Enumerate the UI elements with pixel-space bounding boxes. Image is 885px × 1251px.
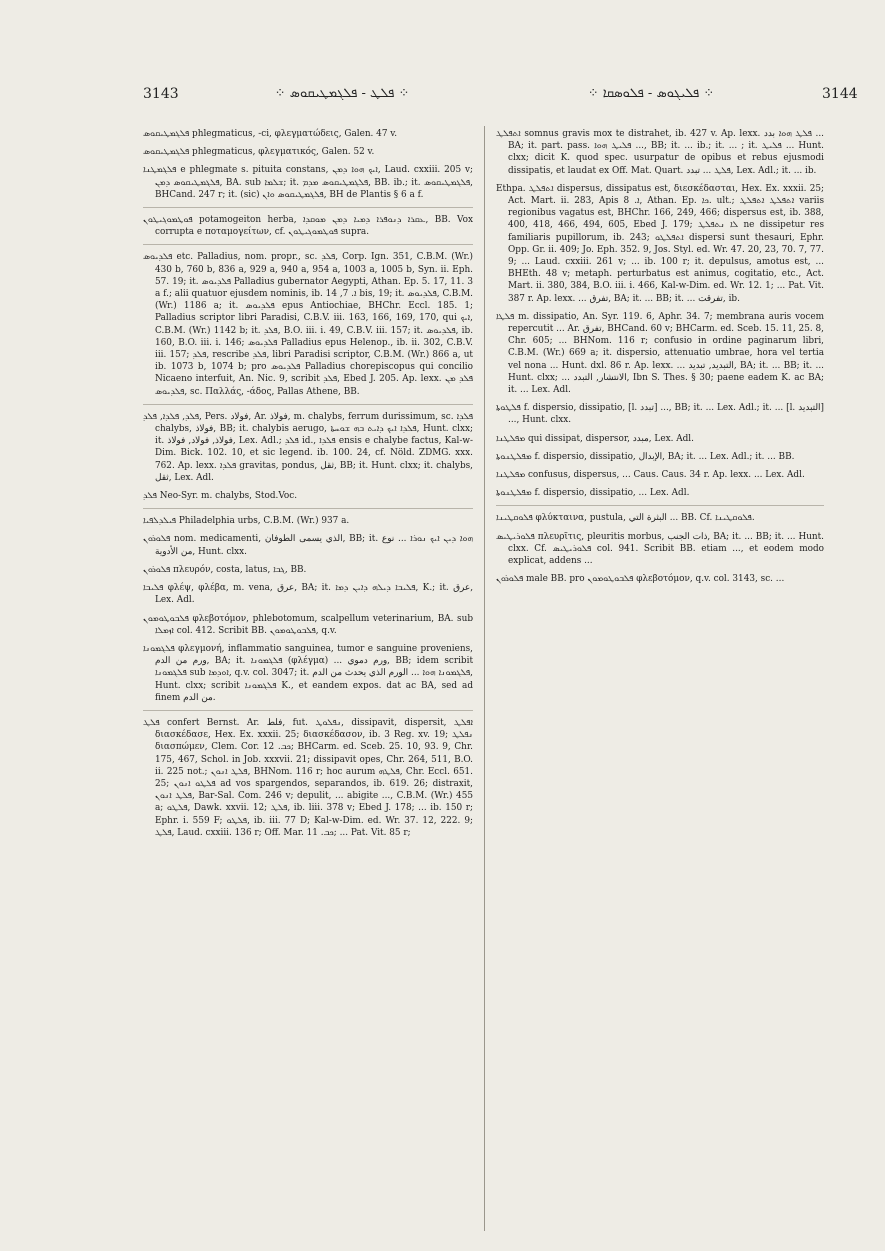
entry-text: ܦܠܓܡܛܝܩܘܣ phlegmaticus, φλεγματικός, Galen. 52 v. — [143, 147, 375, 158]
entry-text: ܦܝܠܕܠܦܝܐ Philadelphia urbs, C.B.M. (Wr.) 937 a. — [143, 516, 350, 527]
entry — [496, 573, 824, 585]
entry — [496, 512, 824, 524]
section-divider — [143, 508, 473, 509]
entry — [143, 214, 473, 238]
section-divider — [143, 710, 473, 711]
entry-text: ܦܠܛ confert Bernst. Ar. فلط, fut. ܢܦܠܘܛ, dissipavit, dispersit, ܐܦܠܛ διασκέδασε, Hex. Ex. xxxii. 25; διασκέδασον, ib. 3 Reg. xv. 19; ܢܦܠܛ διασπώμεν, Clem. Cor. ܟܒ. 12; BHCarm. ed. Sceb. 25. 10, 93. 9, Chr. 175, 467, Schol. in Job. xxxvii. 21; dissipavit opes, Chr. 264, 511, B.O. ii. 225 not.; ܦܠܛ ܐܢܘܢ, BHNom. 116 r; hoc aurum ܦܠܛܗ, Chr. Eccl. 651. 25; ܦܠܛܘ ܐܢܘܢ ad vos spargendos, separandos, ib. 619. 26; distraxit, ܦܠܛ ܐܢܘܢ, Bar-Sal. Com. 246 v; depulit, ... abigite ..., C.B.M. (Wr.) 455 a; ܦܠܛܘ, Dawk. xxvii. 12; ܦܠܛ, ib. liii. 378 v; Ebed J. 178; ... ib. 150 r; Ephr. i. 559 F; ܦܠܛܘ, ib. iii. 77 D; Kal-w-Dim. ed. Wr. 37. 12, 222. 9; ܦܠܛ, Laud. cxxiii. 136 r; Off. Mar. ܟܒ. 11; ... Pat. Vit. 85 r; — [143, 717, 473, 838]
entry-text: ܦܠܓܡܛܝܩܘܣ phlegmaticus, -ci, φλεγματώδεις, Galen. 47 v. — [143, 129, 398, 139]
entry — [143, 717, 473, 839]
entry-text: ܦܠܘܪܘܢ male BB. pro ܦܠܒܘܛܘܡܘܢ φλεβοτόμον, q.v. col. 3143, sc. ... — [496, 574, 785, 585]
entry-text: ܦܠܛܘܬܐ f. dispersio, dissipatio, [l. تبدد] ..., BB; it. ... Lex. Adl.; it. ... [l. التبديد] ..., Hunt. clxx. — [496, 403, 824, 426]
entry — [496, 128, 824, 177]
entry — [496, 402, 824, 426]
section-divider — [143, 207, 473, 208]
entry-text: ܦܠܘܪܘܢ πλευρόν, costa, latus, ܓܒܐ, BB. — [143, 564, 307, 575]
entry — [496, 183, 824, 305]
entry-text: ܦܠܝܒܐ φλέψ, φλέβα, m. vena, عرق, BA; it. ܦܠܝܒܐ ܕܝܠܗ ܕܐܝܢ ܕܡܐ, K.; it. عرق, Lex. Adl. — [143, 583, 474, 606]
entry — [143, 582, 473, 606]
entry — [496, 487, 824, 499]
left-column — [143, 128, 473, 845]
page-number-right: 3144 — [822, 86, 858, 102]
running-title-left: ⁘ ܦܠܛ - ܦܠܓܡܛܝܩܘܣ ⁘ — [274, 86, 410, 101]
entry — [143, 128, 473, 140]
entry-text: ܦܠܘܪܝܛܝܣ πλευρῖτις, pleuritis morbus, ذات الجنب, BA; it. ... BB; it. ... Hunt. clxx. Cf. ܦܠܘܪܝܛܝܣ col. 941. Scribit BB. etiam ..., et eodem modo explicat, addens ... — [496, 531, 825, 567]
page-header — [0, 86, 885, 116]
column-rule — [484, 126, 485, 1231]
entry — [496, 469, 824, 481]
entry — [143, 146, 473, 158]
entry-text: ܦܠܓܡܘܢܐ φλεγμονή, inflammatio sanguinea, tumor e sanguine proveniens, ورم من الدم, BA; it. ܦܠܓܡܘܢܐ (φλέγμα) ... ورم دموي, BB; idem scribit ܦܠܓܡܘܢܐ sub ܐܘܕܡܐ, q.v. col. 3047; it. ܦܠܓܡܘܢܐ ܗܘܐ ... الورم الذي يحدث من الدم, Hunt. clxx; scribit ܦܠܓܡܘܢܐ K., et eandem expos. dat ac BA, sed ad finem من الدم. — [143, 643, 474, 703]
entry-text: ܦܠܓܡܛܢܐ e phlegmate s. pituita constans, ܐܝܟ ܗܘܐ ܕܡܢ, Laud. cxxiii. 205 v; ܦܠܓܡܛܝܩܘܣ ܕܡܢ, BA. sub ܫܠܡܐ; it. ܦܠܓܡܛܝܩܘܣ ܡܕܡ, BB. ib.; it. ܦܠܓܡܛܝܩܘܣ, BHCand. 247 r; it. (sic) ܦܠܓܡܛܝܩܘܣ ܘܐܢ, BH de Plantis § 6 a f. — [143, 165, 474, 200]
page-number-left: 3143 — [143, 86, 179, 102]
entry — [496, 433, 824, 445]
running-title-right: ⁘ ܦܠܝܓܘܣ - ܦܠܘܣܩܐ ⁘ — [587, 86, 715, 101]
entry-text: ܦܠܘܩܛܝܢܐ φλύκταινα, pustula, البثرة التي ... BB. Cf. ܦܠܘܩܛܝܢܐ. — [496, 513, 755, 524]
entry-text: ܦܠܕ Neo-Syr. m. chalybs, Stod.Voc. — [143, 491, 298, 502]
entry-text: ܦܠܘܪܘܢ nom. medicamenti, الذي يسمى الطوفان, BB; it. ܗܘܐ ܕܝܢ ܐܝܟ ܢܘܪܐ ... نوع من الأدوية, Hunt. clxx. — [143, 534, 473, 557]
entry-text: ܡܦܠܛܢܐ qui dissipat, dispersor, مبدد, Lex. Adl. — [496, 433, 694, 444]
entry — [143, 613, 473, 637]
entry — [143, 490, 473, 502]
entry — [143, 564, 473, 576]
entry-text: ܦܠܒܘܛܘܡܘܢ φλεβοτόμον, phlebotomum, scalpellum veterinarium, BA. sub ܐܙܡܠܐ col. 412. Scribit BB. ܦܠܒܘܛܘܡܘܢ, q.v. — [143, 613, 473, 636]
entry — [143, 411, 473, 484]
section-divider — [496, 505, 824, 506]
entry — [496, 531, 824, 568]
entry-text: ܡܦܠܛܢܘܬܐ f. dispersio, dissipatio, ... Lex. Adl. — [496, 488, 690, 499]
entry-text: ܡܦܠܛܢܘܬܐ f. dispersio, dissipatio, الإبدال, BA; it. ... Lex. Adl.; it. ... BB. — [496, 451, 795, 462]
entry-text: ܡܦܠܛܢܐ confusus, dispersus, ... Caus. Caus. 34 r. Ap. lexx. ... Lex. Adl. — [496, 470, 805, 481]
entry-text: ܦܠܕܝܘܣ etc. Palladius, nom. propr., sc. ܦܠܕ, Corp. Ign. 351, C.B.M. (Wr.) 430 b, 760 b, 836 a, 929 a, 940 a, 954 a, 1003 a, 1005 b, Syn. ii. Eph. 57. 19; it. ܦܠܕܝܘܣ Palladius gubernator Aegypti, Athan. Ep. 5. 17, 11. 3 a f.; alii quatuor ejusdem nominis, ib. ܐ. 7, 14 bis, 19; it. ܦܠܕܝܘܣ, C.B.M. (Wr.) 1186 a; it. ܦܠܕܝܘܣ epus Antiochiae, BHChr. Eccl. 185. 1; Palladius scriptor libri Paradisi, C.B.V. iii. 163, 166, 169, 170, qui ܐܝܟ, C.B.M. (Wr.) 1142 b; it. ܦܠܕ, B.O. iii. i. 49, C.B.V. iii. 157; it. ܦܠܕܝܘܣ, ib. 160, B.O. iii. i. 146; ܦܠܕܝܘܣ Palladius epus Helenop., ib. ii. 302, C.B.V. iii. 157; ܦܠܕ, rescribe ܦܠܕ, libri Paradisi scriptor, C.B.M. (Wr.) 866 a, ut ib. 1073 b, 1074 b; pro ܦܠܕܝܘܣ Palladius chorepiscopus qui concilio Nicaeno interfuit, An. Nic. 9, scribit ܦܠܕ, Ebed J. 205. Ap. lexx. ܦܠܕ ܡܢ ܦܠܕܝܘܣ, sc. Παλλάς, -άδος, Pallas Athene, BB. — [143, 252, 474, 397]
entry — [143, 515, 473, 527]
entry — [143, 251, 473, 397]
entry-text: Ethpa. ܐܬܦܠܛ dispersus, dissipatus est, διεσκέδασται, Hex. Ex. xxxii. 25; Act. Mart. ii. 283, Apis ܐ. 8, Athan. Ep. ܟܐ. ult.; ܐܬܦܠܛ ܐܬܦܠܛ variis regionibus vagatus est, BHChr. 166, 249, 466; dispersus est, ib. 388, 400, 418, 466, 494, 605, Ebed J. 179; ܠܐ ܢܬܦܠܛ ne dissipetur res familiaris pupillorum, ib. 243; ܐܬܦܠܛܘ dispersi sunt thesauri, Ephr. Opp. Gr. ii. 409; Jo. Eph. 352. 9, Jos. Styl. ed. Wr. 47. 20, 23, 70. 7, 77. 9; ... Laud. cxxiii. 261 v; ... ib. 100 r; it. depulsus, amotus est, ... BHEth. 48 v; metaph. perturbatus est animus, cogitatio, etc., Act. Mart. ii. 380, 384, B.O. iii. i. 466, Kal-w-Dim. ed. Wr. 12. 1; ... Pat. Vit. 387 r. Ap. lexx. ... تفرق, BA; it. ... BB; it. ... تفرقت, ib. — [496, 183, 825, 304]
entry — [143, 533, 473, 557]
entry-text: ܦܠܕ, ܦܠܕܐ, ܦܠܕ, Pers. فولاد, Ar. فولاذ, m. chalybs, ferrum durissimum, sc. ܦܠܕܐ chalybs, فولاذ, BB; it. chalybis aerugo, ܦܠܕܐ ܐܝܟ ܕܐܝܬ ܒܗ ܫܘܚܬܐ, Hunt. clxx; it. فولاذ, فولاد, فولاذ, Lex. Adl.; ܦܠܕ id., ܦܠܕܐ ensis e chalybe factus, Kal-w-Dim. Bick. 102. 10, et sic legend. ib. 100. 24, cf. Nöld. ZDMG. xxx. 762. Ap. lexx. ܦܠܕܐ gravitas, pondus, ثقل, BB; it. Hunt. clxx; it. chalybs, ثقل, Lex. Adl. — [143, 411, 474, 483]
entry-text: ܦܠܛܐ m. dissipatio, An. Syr. 119. 6, Aphr. 34. 7; membrana auris vocem repercutit ... Ar. تفرق, BHCand. 60 v; BHCarm. ed. Sceb. 15. 11, 25. 8, Chr. 605; ... BHNom. 116 r; confusio in ordine paginarum libri, C.B.M. (Wr.) 669 a; it. dispersio, attenuatio umbrae, hora vel tertia vel nona ... Hunt. dxl. 86 r. Ap. lexx. ... التبديد, تبديد, BA; it. ... BB; it. ... Hunt. clxx; ... الانتشار, التبدد, Ibn S. Thes. § 30; paene eadem K. ac BA; it. ... Lex. Adl. — [496, 311, 824, 396]
section-divider — [143, 244, 473, 245]
entry-text: ܐܬܦܠܛ somnus gravis mox te distrahet, ib. 427 v. Ap. lexx. ܦܠܛ ܗܘܐ بدد ... BA; it. part. pass. ܦܠܝܛ ܗܘܐ ..., BB; it. ... ib.; it. ... ; it. ܦܠܝܛ ... Hunt. clxx; dicit K. quod spec. usurpatur de opibus et rebus ejusmodi dissipatis, et laudat ex Off. Mat. Quart. ܦܠܛ ... تبدد, Lex. Adl.; it. ... ib. — [496, 129, 824, 176]
entry — [143, 164, 473, 201]
entry — [496, 311, 824, 396]
entry — [143, 643, 473, 704]
right-column — [496, 128, 824, 592]
entry-text: ܦܘܛܡܘܓܝܛܘܢ potamogeiton herba, ܥܩܪܐ ܕܢܘܦܪܐ ܕܡܝܐ ܕܡܢ ܡܘܩܕܐ, BB. Vox corrupta e ποταμογείτων, cf. ܦܘܛܡܘܓܝܛܘܢ supra. — [143, 215, 473, 238]
entry — [496, 451, 824, 463]
section-divider — [143, 404, 473, 405]
